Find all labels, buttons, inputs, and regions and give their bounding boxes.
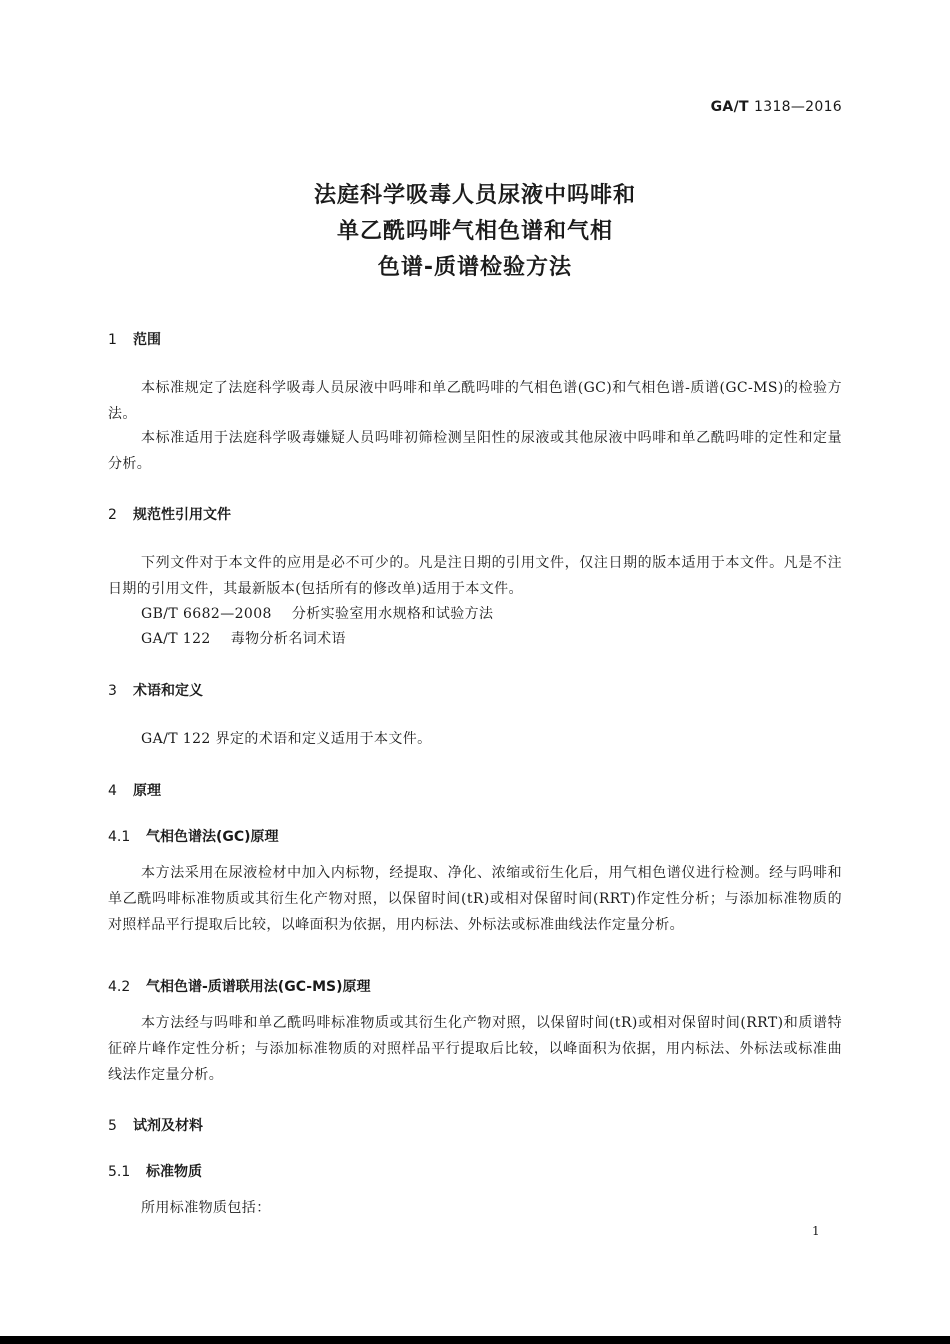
section-title: 标准物质	[146, 1164, 202, 1180]
section-heading-4	[108, 780, 161, 800]
section-number: 5	[108, 1118, 117, 1134]
doc-code-prefix: GA/T	[710, 99, 749, 115]
doc-code-number: 1318—2016	[754, 99, 842, 115]
section-heading-2	[108, 504, 231, 524]
reference-item	[141, 601, 493, 627]
section-number: 2	[108, 507, 117, 523]
reference-code: GB/T 6682—2008	[141, 606, 272, 622]
title-line: 色谱-质谱检验方法	[377, 255, 573, 280]
section-number: 4	[108, 783, 117, 799]
reference-code: GA/T 122	[141, 631, 211, 647]
title-line: 单乙酰吗啡气相色谱和气相	[336, 219, 613, 244]
subsection-heading-5-1	[108, 1161, 202, 1181]
section-number: 1	[108, 332, 117, 348]
section-title: 原理	[133, 783, 161, 799]
reference-title: 毒物分析名词术语	[230, 631, 346, 647]
section-heading-5	[108, 1115, 203, 1135]
section-title: 气相色谱法(GC)原理	[146, 829, 279, 845]
paragraph: 本方法采用在尿液检材中加入内标物，经提取、净化、浓缩或衍生化后，用气相色谱仪进行检测。经与吗啡和单乙酰吗啡标准物质或其衍生化产物对照，以保留时间(tR)或相对保留时间(RRT)作定性分析；与添加标准物质的对照样品平行提取后比较，以峰面积为依据，用内标法、外标法或标准曲线法作定量分析。	[108, 865, 842, 933]
paragraph: 所用标准物质包括：	[141, 1200, 271, 1216]
section-title: 试剂及材料	[133, 1118, 203, 1134]
section-number: 4.2	[108, 979, 131, 995]
section-number: 4.1	[108, 829, 131, 845]
section-number: 5.1	[108, 1164, 131, 1180]
reference-title: 分析实验室用水规格和试验方法	[291, 606, 494, 622]
paragraph: GA/T 122 界定的术语和定义适用于本文件。	[141, 731, 432, 747]
document-title	[0, 178, 950, 286]
paragraph: 本方法经与吗啡和单乙酰吗啡标准物质或其衍生化产物对照，以保留时间(tR)或相对保留时间(RRT)和质谱特征碎片峰作定性分析；与添加标准物质的对照样品平行提取后比较，以峰面积为依据，用内标法、外标法或标准曲线法作定量分析。	[108, 1015, 842, 1083]
paragraph: 本标准规定了法庭科学吸毒人员尿液中吗啡和单乙酰吗啡的气相色谱(GC)和气相色谱-质谱(GC-MS)的检验方法。	[108, 380, 842, 422]
reference-item	[141, 626, 346, 652]
document-code	[711, 99, 842, 115]
section-title: 术语和定义	[133, 683, 203, 699]
section-heading-3	[108, 680, 203, 700]
section-title: 范围	[133, 332, 161, 348]
title-line: 法庭科学吸毒人员尿液中吗啡和	[313, 183, 636, 208]
section-number: 3	[108, 683, 117, 699]
section-heading-1	[108, 329, 161, 349]
bottom-edge-bar	[0, 1336, 950, 1344]
section-title: 气相色谱-质谱联用法(GC-MS)原理	[146, 979, 371, 995]
subsection-heading-4-1	[108, 826, 279, 846]
section-title: 规范性引用文件	[133, 507, 231, 523]
subsection-heading-4-2	[108, 976, 371, 996]
paragraph: 下列文件对于本文件的应用是必不可少的。凡是注日期的引用文件，仅注日期的版本适用于本文件。凡是不注日期的引用文件，其最新版本(包括所有的修改单)适用于本文件。	[108, 555, 842, 597]
paragraph: 本标准适用于法庭科学吸毒嫌疑人员吗啡初筛检测呈阳性的尿液或其他尿液中吗啡和单乙酰吗啡的定性和定量分析。	[108, 430, 842, 472]
page-number: 1	[812, 1224, 820, 1238]
